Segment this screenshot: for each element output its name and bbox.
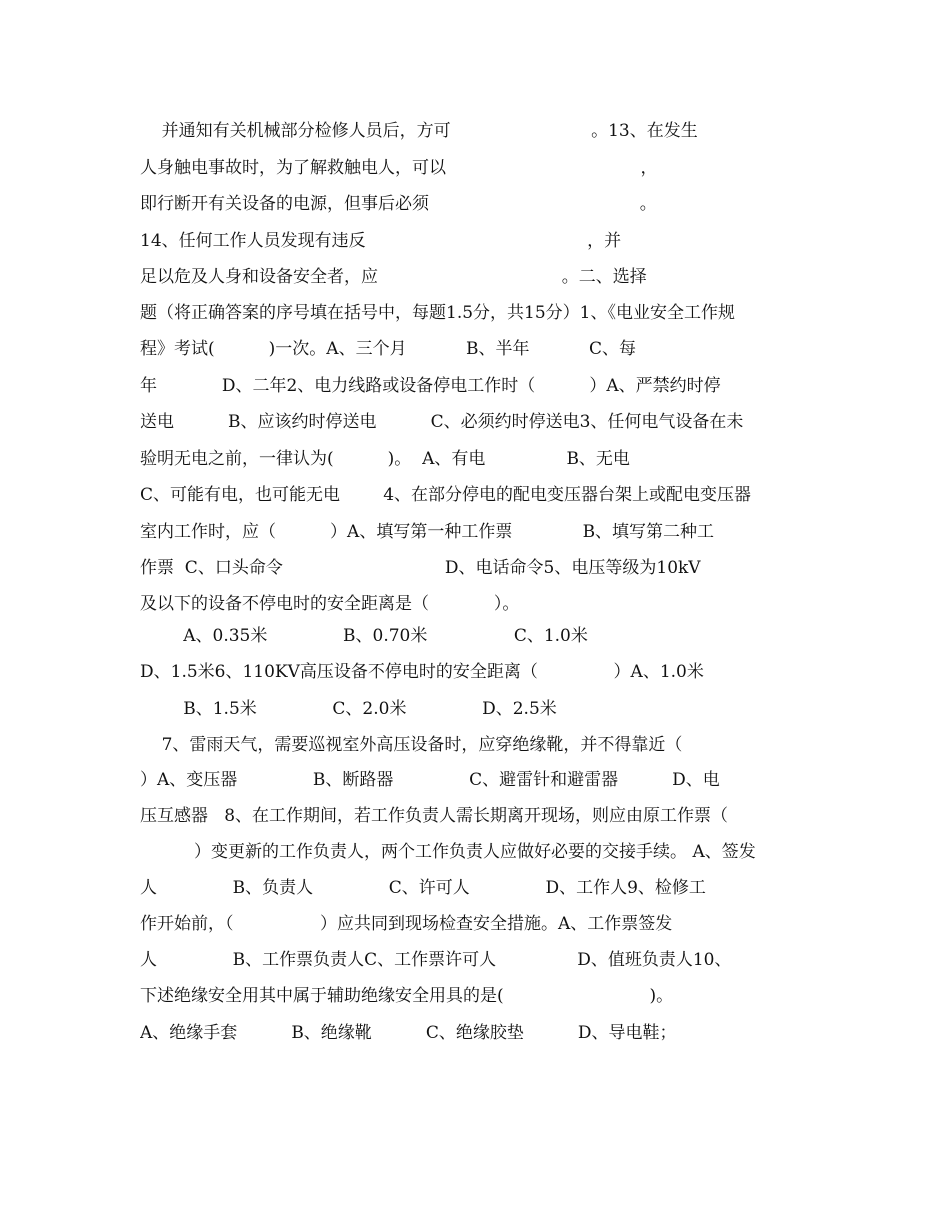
text-line: 作票 C、口头命令 D、电话命令5、电压等级为10kV bbox=[140, 558, 701, 578]
text-line: 下述绝缘安全用其中属于辅助绝缘安全用具的是( )。 bbox=[140, 986, 674, 1006]
text-line: 人 B、负责人 C、许可人 D、工作人9、检修工 bbox=[140, 878, 706, 898]
text-line: ）变更新的工作负责人，两个工作负责人应做好必要的交接手续。 A、签发 bbox=[140, 842, 756, 862]
text-line: D、1.5米6、110KV高压设备不停电时的安全距离（ ）A、1.0米 bbox=[140, 662, 704, 682]
text-line: 验明无电之前，一律认为( )。 A、有电 B、无电 bbox=[140, 449, 630, 469]
text-line: 年 D、二年2、电力线路或设备停电工作时（ ）A、严禁约时停 bbox=[140, 376, 721, 396]
text-line: B、1.5米 C、2.0米 D、2.5米 bbox=[140, 699, 557, 719]
text-line: 足以危及人身和设备安全者，应 。二、选择 bbox=[140, 267, 647, 287]
text-line: 7、雷雨天气，需要巡视室外高压设备时，应穿绝缘靴，并不得靠近（ bbox=[140, 735, 683, 755]
text-line: 压互感器 8、在工作期间，若工作负责人需长期离开现场，则应由原工作票（ bbox=[140, 806, 729, 826]
text-line: ）A、变压器 B、断路器 C、避雷针和避雷器 D、电 bbox=[140, 770, 720, 790]
text-line: A、0.35米 B、0.70米 C、1.0米 bbox=[140, 626, 588, 646]
text-line: 送电 B、应该约时停送电 C、必须约时停送电3、任何电气设备在未 bbox=[140, 412, 744, 432]
text-line: 作开始前，（ ）应共同到现场检查安全措施。A、工作票签发 bbox=[140, 914, 673, 934]
text-line: 人身触电事故时，为了解救触电人，可以 ， bbox=[140, 158, 658, 178]
text-line: 题（将正确答案的序号填在括号中，每题1.5分，共15分）1、《电业安全工作规 bbox=[140, 303, 735, 323]
text-line: C、可能有电，也可能无电 4、在部分停电的配电变压器台架上或配电变压器 bbox=[140, 485, 752, 505]
text-line: A、绝缘手套 B、绝缘靴 C、绝缘胶垫 D、导电鞋； bbox=[140, 1023, 677, 1043]
text-line: 程》考试( )一次。A、三个月 B、半年 C、每 bbox=[140, 339, 636, 359]
text-line: 14、任何工作人员发现有违反 ，并 bbox=[140, 231, 622, 251]
text-line: 及以下的设备不停电时的安全距离是（ ）。 bbox=[140, 594, 520, 614]
text-line: 即行断开有关设备的电源，但事后必须 。 bbox=[140, 194, 657, 214]
text-line: 人 B、工作票负责人C、工作票许可人 D、值班负责人10、 bbox=[140, 950, 732, 970]
text-line: 并通知有关机械部分检修人员后，方可 。13、在发生 bbox=[140, 121, 698, 141]
text-line: 室内工作时，应（ ）A、填写第一种工作票 B、填写第二种工 bbox=[140, 522, 715, 542]
